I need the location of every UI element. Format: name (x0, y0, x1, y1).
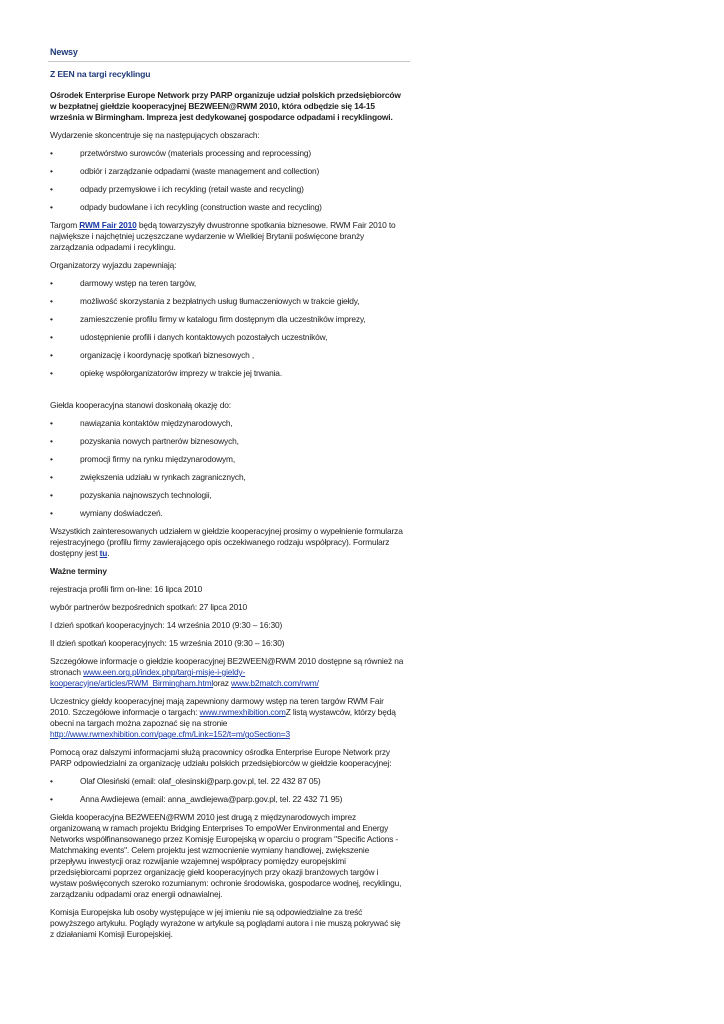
bullet-icon: • (50, 350, 53, 360)
bullet-icon: • (50, 472, 53, 482)
list-item-text: darmowy wstęp na teren targów, (80, 278, 197, 288)
dates-list (50, 584, 405, 649)
bullet-icon: • (50, 508, 53, 518)
bullet-icon: • (50, 296, 53, 306)
opportunity-list (50, 418, 405, 519)
disclaimer-paragraph: Komisja Europejska lub osoby występujące w jej imieniu nie są odpowiedzialne za treść powyższego artykułu. Poglądy wyrażone w artykule są poglądami autora i nie muszą pokrywać się z działaniami Komisji Europejskiej. (50, 907, 401, 939)
list-item-text: pozyskania nowych partnerów biznesowych, (80, 436, 239, 446)
about-paragraph: Giełda kooperacyjna BE2WEEN@RWM 2010 jest drugą z międzynarodowych imprez organizowaną w ramach projektu Bridging Enterprises To empoWer Environmental and Energy Networks współfinansowanego przez Komisję Europejską w oparciu o program "Specific Actions - Matchmaking events". Celem projektu jest wzmocnienie wymiany handlowej, zwiększenie przepływu inwestycji oraz rozwijanie wzajemnej współpracy pomiędzy europejskimi przedsiębiorcami poprzez organizację giełd kooperacyjnych przy okazji branżowych targów i wystaw poświęconych szeroko rozumianym: ochronie środowiska, gospodarce wodnej, recyklingu, zarządzaniu odpadami oraz energii odnawialnej. (50, 812, 402, 899)
list-item (50, 418, 405, 429)
list-item (50, 794, 405, 805)
bullet-icon: • (50, 166, 53, 176)
article-lead: Ośrodek Enterprise Europe Network przy PARP organizuje udział polskich przedsiębiorców w bezpłatnej giełdzie kooperacyjnej BE2WEEN@RWM 2010, która odbędzie się 14-15 września w Birmingham. Impreza jest dedykowanej gospodarce odpadami i recyklingowi. (50, 90, 401, 122)
bullet-icon: • (50, 776, 53, 786)
contacts-list (50, 776, 405, 805)
list-item-text: opiekę współorganizatorów imprezy w trakcie jej trwania. (80, 368, 282, 378)
bullet-icon: • (50, 794, 53, 804)
list-item-text: promocji firmy na rynku międzynarodowym, (80, 454, 236, 464)
section-title: Newsy (50, 47, 78, 57)
list-item (50, 314, 405, 325)
list-item-text: odpady budowlane i ich recykling (construction waste and recycling) (80, 202, 322, 212)
bullet-icon: • (50, 148, 53, 158)
article (50, 69, 405, 947)
list-item-text: zamieszczenie profilu firmy w katalogu firm dostępnym dla uczestników imprezy, (80, 314, 366, 324)
list-item (50, 368, 405, 379)
dates-heading: Ważne terminy (50, 566, 107, 576)
details-text-mid: oraz (213, 678, 231, 688)
list-item-text: udostępnienie profili i danych kontaktowych pozostałych uczestników, (80, 332, 328, 342)
list-item-text: Anna Awdiejewa (email: anna_awdiejewa@parp.gov.pl, tel. 22 432 71 95) (80, 794, 343, 804)
list-item-text: Olaf Olesiński (email: olaf_olesinski@parp.gov.pl, tel. 22 432 87 05) (80, 776, 321, 786)
invite-paragraph (50, 526, 405, 559)
bullet-icon: • (50, 368, 53, 378)
list-item-text: przetwórstwo surowców (materials processing and reprocessing) (80, 148, 312, 158)
een-link[interactable]: www.een.org.pl/index.php/targi-misje-i-gieldy-kooperacyjne/articles/RWM_Birmingham.html (50, 667, 246, 688)
participants-text-mid: Z listą wystawców, którzy będą obecni na targach można zapoznać się na stronie (50, 707, 396, 728)
opportunity-intro: Giełda kooperacyjna stanowi doskonałą okazję do: (50, 400, 231, 410)
bullet-icon: • (50, 278, 53, 288)
invite-end: . (107, 548, 110, 558)
organizers-list (50, 278, 405, 379)
list-item-text: organizację i koordynację spotkań biznesowych , (80, 350, 255, 360)
list-item-text: wymiany doświadczeń. (80, 508, 163, 518)
participants-paragraph (50, 696, 405, 740)
date-item: rejestracja profili firm on-line: 16 lipca 2010 (50, 584, 203, 594)
list-item-text: odpady przemysłowe i ich recykling (retail waste and recycling) (80, 184, 304, 194)
date-item: II dzień spotkań kooperacyjnych: 15 września 2010 (9:30 – 16:30) (50, 638, 285, 648)
list-item (50, 202, 405, 213)
list-item (50, 490, 405, 501)
list-item-text: odbiór i zarządzanie odpadami (waste management and collection) (80, 166, 320, 176)
exhibitors-link[interactable]: http://www.rwmexhibition.com/page.cfm/Link=152/t=m/goSection=3 (50, 729, 290, 739)
fair-text-pre: Targom (50, 220, 80, 230)
rwm-fair-link[interactable]: RWM Fair 2010 (79, 220, 137, 230)
list-item (50, 166, 405, 177)
section-divider (48, 61, 410, 62)
list-item (50, 436, 405, 447)
bullet-icon: • (50, 332, 53, 342)
list-item (50, 350, 405, 361)
help-paragraph: Pomocą oraz dalszymi informacjami służą pracownicy ośrodka Enterprise Europe Network przy PARP odpowiedzialni za organizację udziału polskich przedsiębiorców w giełdzie kooperacyjnej: (50, 747, 392, 768)
fair-paragraph (50, 220, 405, 253)
bullet-icon: • (50, 418, 53, 428)
invite-text: Wszystkich zainteresowanych udziałem w giełdzie kooperacyjnej prosimy o wypełnienie formularza rejestracyjnego (profilu firmy zawierającego opis oczekiwanego rodzaju współpracy). Formularz dostępny jest (50, 526, 403, 558)
focus-intro: Wydarzenie skoncentruje się na następujących obszarach: (50, 130, 260, 140)
bullet-icon: • (50, 184, 53, 194)
participants-text-pre: Uczestnicy giełdy kooperacyjnej mają zapewniony darmowy wstęp na teren targów RWM Fair 2010. Szczegółowe informacje o targach: (50, 696, 384, 717)
rwmexhibition-link[interactable]: www.rwmexhibition.com (199, 707, 286, 717)
list-item-text: pozyskania najnowszych technologii, (80, 490, 212, 500)
details-text-pre: Szczegółowe informacje o giełdzie kooperacyjnej BE2WEEN@RWM 2010 dostępne są również na stronach (50, 656, 404, 677)
bullet-icon: • (50, 314, 53, 324)
bullet-icon: • (50, 454, 53, 464)
date-item: I dzień spotkań kooperacyjnych: 14 września 2010 (9:30 – 16:30) (50, 620, 283, 630)
list-item (50, 184, 405, 195)
organizers-intro: Organizatorzy wyjazdu zapewniają: (50, 260, 177, 270)
article-title: Z EEN na targi recyklingu (50, 69, 151, 79)
fair-text-post: będą towarzyszyły dwustronne spotkania biznesowe. RWM Fair 2010 to największe i najchętniej uczęszczane wydarzenie w Wielkiej Brytanii poświęcone branży zarządzania odpadami i recyklingu. (50, 220, 396, 252)
spacer (50, 386, 405, 400)
list-item (50, 508, 405, 519)
bullet-icon: • (50, 202, 53, 212)
details-paragraph (50, 656, 405, 689)
b2match-link[interactable]: www.b2match.com/rwm/ (231, 678, 319, 688)
list-item (50, 776, 405, 787)
list-item (50, 332, 405, 343)
date-item: wybór partnerów bezpośrednich spotkań: 27 lipca 2010 (50, 602, 248, 612)
list-item (50, 454, 405, 465)
bullet-icon: • (50, 436, 53, 446)
focus-list (50, 148, 405, 213)
list-item (50, 296, 405, 307)
list-item (50, 148, 405, 159)
list-item-text: zwiększenia udziału w rynkach zagranicznych, (80, 472, 246, 482)
list-item-text: możliwość skorzystania z bezpłatnych usług tłumaczeniowych w trakcie giełdy, (80, 296, 360, 306)
list-item-text: nawiązania kontaktów międzynarodowych, (80, 418, 233, 428)
list-item (50, 278, 405, 289)
bullet-icon: • (50, 490, 53, 500)
registration-form-link[interactable]: tu (99, 548, 108, 558)
list-item (50, 472, 405, 483)
